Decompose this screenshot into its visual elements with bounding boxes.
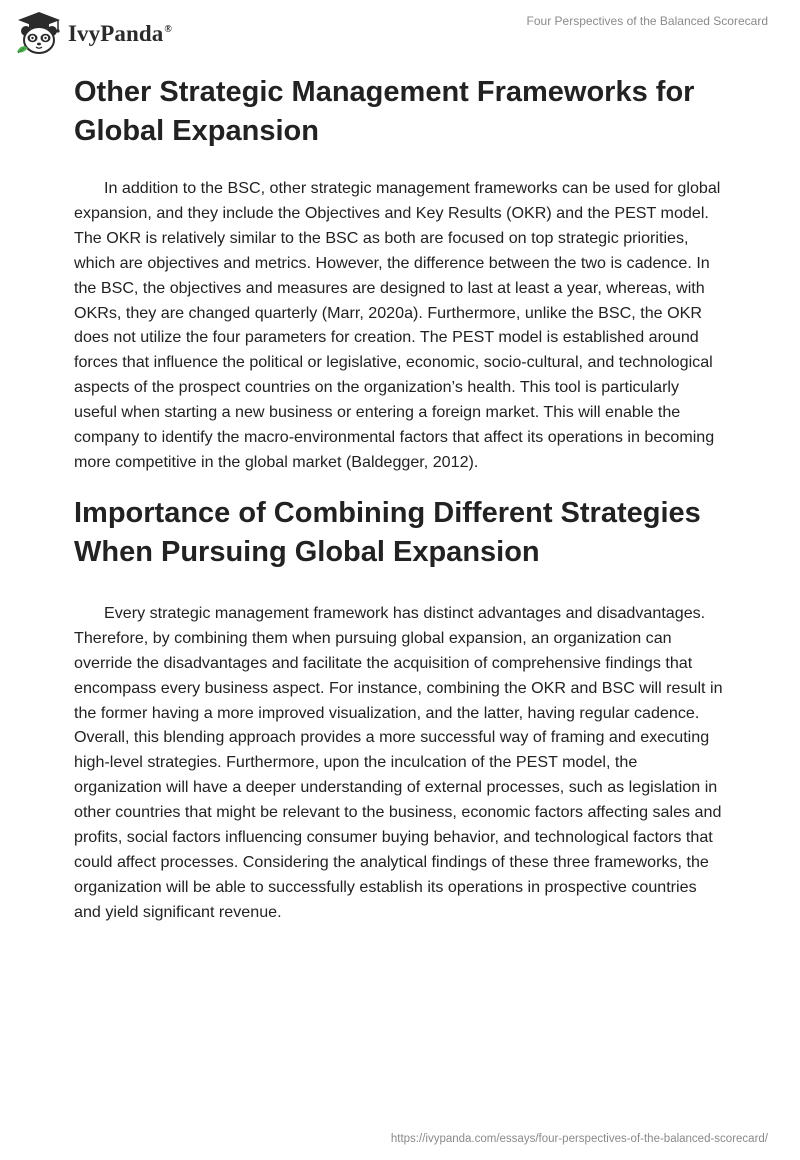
section-heading-other-frameworks: Other Strategic Management Frameworks for Global Expansion <box>74 76 695 147</box>
brand-name: IvyPanda® <box>68 21 172 46</box>
page-header <box>0 0 800 70</box>
section-heading-combining-strategies: Importance of Combining Different Strategies When Pursuing Global Expansion <box>74 496 701 568</box>
ivypanda-logo[interactable] <box>14 10 172 56</box>
registered-mark: ® <box>164 24 172 36</box>
essay-content <box>74 70 724 925</box>
document-title: Four Perspectives of the Balanced Scorecard <box>526 14 768 28</box>
section-paragraph-combining-strategies: Every strategic management framework has distinct advantages and disadvantages. Therefore, by combining them when pursuing global expansion, an organization can override the disadvantages and facilitate the acquisition of comprehensive findings that encompass every business aspect. For instance, combining the OKR and BSC will result in the former having a more improved visualization, and the latter, having regular cadence. Overall, this blending approach provides a more successful way of framing and executing high-level strategies. Furthermore, upon the inculcation of the PEST model, the organization will have a deeper understanding of external processes, such as legislation in other countries that might be relevant to the business, economic factors affecting sales and profits, social factors influencing consumer buying behavior, and technological factors that could affect processes. Considering the analytical findings of these three frameworks, the organization will be able to successfully establish its operations in prospective countries and yield significant revenue. <box>74 603 723 921</box>
source-url[interactable]: https://ivypanda.com/essays/four-perspectives-of-the-balanced-scorecard/ <box>390 1133 768 1145</box>
panda-graduate-icon <box>14 10 64 56</box>
section-paragraph-other-frameworks: In addition to the BSC, other strategic management frameworks can be used for global expansion, and they include the Objectives and Key Results (OKR) and the PEST model. The OKR is relatively similar to the BSC as both are focused on top strategic priorities, which are objectives and metrics. However, the difference between the two is cadence. In the BSC, the objectives and measures are designed to last at least a year, whereas, with OKRs, they are changed quarterly (Marr, 2020a). Furthermore, unlike the BSC, the OKR does not utilize the four parameters for creation. The PEST model is established around forces that influence the political or legislative, economic, socio-cultural, and technological aspects of the prospect countries on the organization’s health. This tool is particularly useful when starting a new business or entering a foreign market. This will enable the company to identify the macro-environmental factors that affect its operations in becoming more competitive in the global market (Baldegger, 2012). <box>74 179 721 471</box>
